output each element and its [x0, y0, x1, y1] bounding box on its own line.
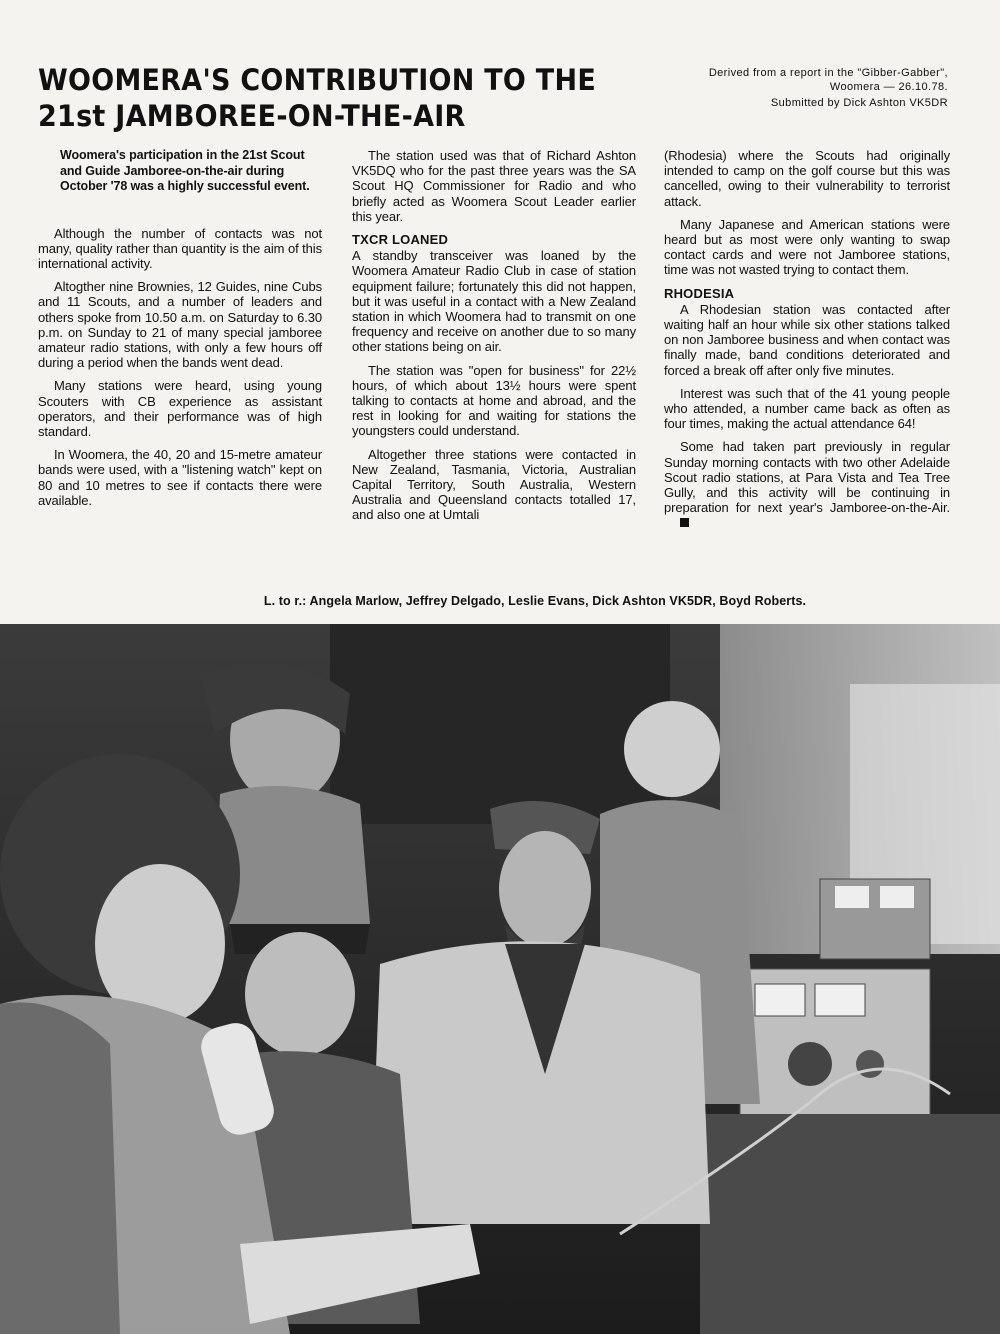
- paragraph: A standby transceiver was loaned by the Woomera Amateur Radio Club in case of station equipment failure; fortunately this did not happen, but it was useful in a contact with a New Zealand station in which Woomera had to transmit on one frequency and receive on another due to so many other stations being on air.: [352, 248, 636, 355]
- title-line-2: 21st JAMBOREE-ON-THE-AIR: [38, 99, 466, 133]
- photo-illustration: [0, 624, 1000, 1334]
- column-2: [352, 148, 636, 531]
- paragraph: The station used was that of Richard Ashton VK5DQ who for the past three years was the SA Scout HQ Commissioner for Radio and who briefly acted as Woomera Scout Leader earlier this year.: [352, 148, 636, 224]
- subheading-rhodesia: RHODESIA: [664, 285, 735, 301]
- paragraph: The station was "open for business" for 22½ hours, of which about 13½ hours were spent talking to contacts at home and abroad, and the rest in looking for and waiting for stations the youngsters could understand.: [352, 362, 636, 439]
- photo-caption: [0, 594, 1000, 608]
- paragraph: [664, 439, 950, 530]
- source-line-1: Derived from a report in the "Gibber-Gabber",: [708, 67, 948, 79]
- paragraph: Interest was such that of the 41 young people who attended, a number came back as often as four times, making the actual attendance 64!: [664, 385, 950, 432]
- column-1: [38, 148, 322, 516]
- scouts-radio-photo: [0, 624, 1000, 1334]
- paragraph: Although the number of contacts was not many, quality rather than quantity is the aim of this international activity.: [38, 225, 322, 271]
- paragraph: A Rhodesian station was contacted after waiting half an hour while six other stations talked on non Jamboree business and when contact was finally made, band conditions deteriorated and forced a break off after only five minutes.: [664, 301, 950, 378]
- source-credit: [648, 66, 948, 110]
- title-line-1: WOOMERA'S CONTRIBUTION TO THE: [38, 63, 597, 97]
- paragraph: Many Japanese and American stations were heard but as most were only wanting to swap contact cards and were not Jamboree stations, time was not wasted trying to contact them.: [664, 216, 950, 278]
- end-mark-icon: [680, 518, 689, 527]
- caption-text: L. to r.: Angela Marlow, Jeffrey Delgado, Leslie Evans, Dick Ashton VK5DR, Boyd Roberts.: [263, 594, 807, 608]
- paragraph: Altogther nine Brownies, 12 Guides, nine Cubs and 11 Scouts, and a number of leaders and others spoke from 10.50 a.m. on Saturday to 6.30 p.m. on Sunday to 21 of many special jamboree amateur radio stations, with only a few hours off during a period when the bands went dead.: [38, 279, 322, 371]
- paragraph: Altogether three stations were contacted in New Zealand, Tasmania, Victoria, Australian Capital Territory, South Australia, Western Australia and Queensland contacts totalled 17, and also one at Umtali: [352, 446, 636, 523]
- paragraph-text: Some had taken part previously in regular Sunday morning contacts with two other Adelaide Scout radio stations, at Para Vista and Tea Tree Gully, and this activity will be continuing in preparation for next year's Jamboree-on-the-Air.: [664, 439, 950, 516]
- paragraph: Many stations were heard, using young Scouters with CB experience as assistant operators, and their performance was of high standard.: [38, 378, 322, 439]
- paragraph: In Woomera, the 40, 20 and 15-metre amateur bands were used, with a "listening watch" kept on 80 and 10 metres to see if contacts there were available.: [38, 447, 322, 508]
- subheading-txcr-loaned: TXCR LOANED: [352, 232, 449, 248]
- article-title: [38, 62, 615, 134]
- submitted-by: Submitted by Dick Ashton VK5DR: [770, 97, 948, 109]
- column-3: [664, 148, 950, 539]
- source-line-2: Woomera — 26.10.78.: [829, 81, 948, 93]
- lede-paragraph: Woomera's participation in the 21st Scout and Guide Jamboree-on-the-air during October '78 was a highly successful event.: [60, 148, 310, 193]
- paragraph: (Rhodesia) where the Scouts had originally intended to camp on the golf course but this was cancelled, owing to their vulnerability to terrorist attack.: [664, 148, 950, 209]
